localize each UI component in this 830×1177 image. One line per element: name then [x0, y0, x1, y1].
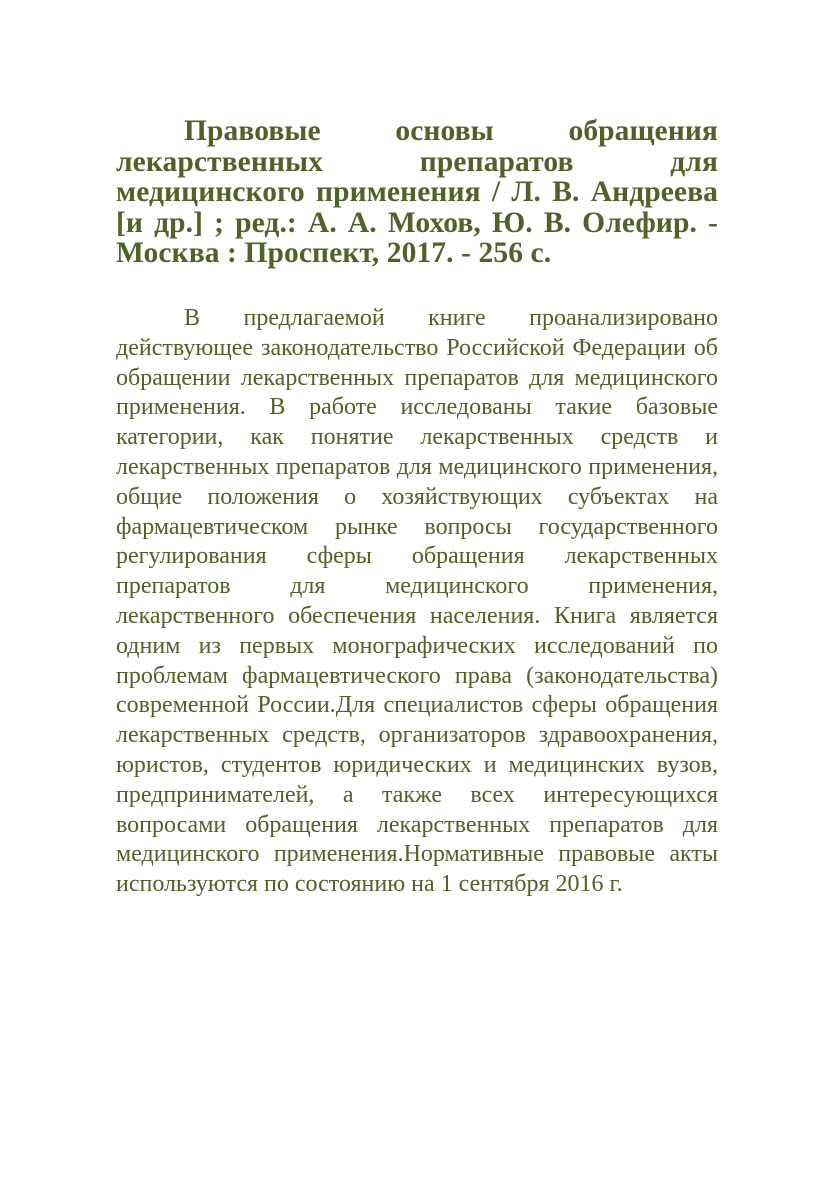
document-page [116, 116, 718, 900]
book-abstract: В предлагаемой книге проанализировано действующее законодательство Российской Федерации об обращении лекарственных препаратов для медицинского применения. В работе исследованы такие базовые категории, как понятие лекарственных средств и лекарственных препаратов для медицинского применения, общие положения о хозяйствующих субъектах на фармацевтическом рынке вопросы государственного регулирования сферы обращения лекарственных препаратов для медицинского применения, лекарственного обеспечения населения. Книга является одним из первых монографических исследований по проблемам фармацевтического права (законодательства) современной России.Для специалистов сферы обращения лекарственных средств, организаторов здравоохранения, юристов, студентов юридических и медицинских вузов, предпринимателей, а также всех интересующихся вопросами обращения лекарственных препаратов для медицинского применения.Нормативные правовые акты используются по состоянию на 1 сентября 2016 г. [116, 304, 718, 898]
book-citation: Правовые основы обращения лекарственных препаратов для медицинского применения / Л. В. Андреева [и др.] ; ред.: А. А. Мохов, Ю. В. Олефир. - Москва : Проспект, 2017. - 256 с. [116, 115, 718, 270]
